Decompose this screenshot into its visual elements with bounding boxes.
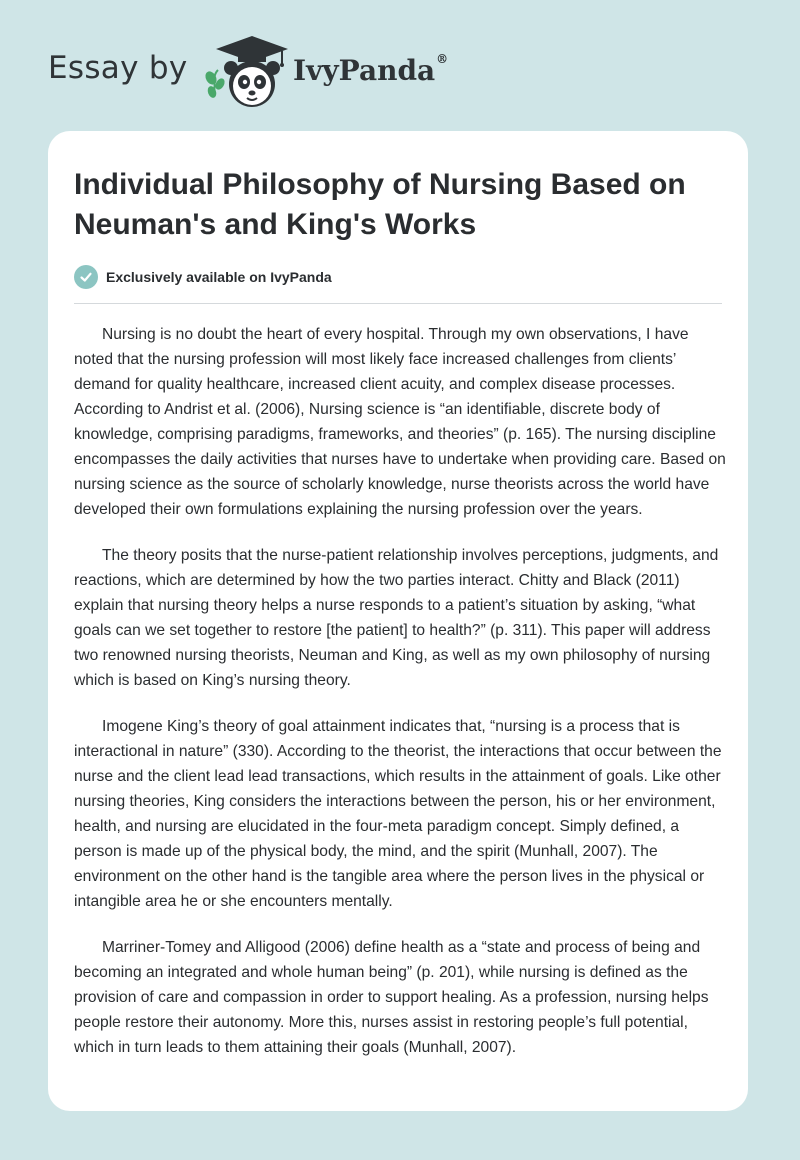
check-icon [74, 265, 98, 289]
essay-by-label: Essay by [48, 50, 188, 86]
divider [74, 303, 722, 304]
exclusive-label: Exclusively available on IvyPanda [106, 269, 332, 285]
article-body [74, 322, 726, 1081]
article-card [48, 131, 748, 1111]
brand-name[interactable]: IvyPanda® [293, 52, 449, 87]
panda-graduate-icon[interactable] [200, 32, 300, 112]
paragraph: Imogene King’s theory of goal attainment indicates that, “nursing is a process that is interactional in nature” (330). According to the theorist, the interactions that occur between the nurse and the client lead lead transactions, which results in the attainment of goals. Like other nursing theories, King considers the interactions between the person, his or her environment, health, and nursing are elucidated in the four-meta paradigm concept. Simply defined, a person is made up of the physical body, the mind, and the spirit (Munhall, 2007). The environment on the other hand is the tangible area where the person lives in the physical or intangible area he or she encounters mentally. [74, 718, 722, 910]
paragraph: Nursing is no doubt the heart of every hospital. Through my own observations, I have noted that the nursing profession will most likely face increased challenges from clients’ demand for quality healthcare, increased client acuity, and complex disease processes. According to Andrist et al. (2006), Nursing science is “an identifiable, discrete body of knowledge, comprising paradigms, frameworks, and theories” (p. 165). The nursing discipline encompasses the daily activities that nurses have to undertake when providing care. Based on nursing science as the source of scholarly knowledge, nurse theorists across the world have developed their own formulations explaining the nursing profession over the years. [74, 326, 726, 518]
site-header [48, 32, 548, 112]
paragraph: The theory posits that the nurse-patient relationship involves perceptions, judgments, and reactions, which are determined by how the two parties interact. Chitty and Black (2011) explain that nursing theory helps a nurse responds to a patient’s situation by asking, “what goals can we set together to restore [the patient] to health?” (p. 311). This paper will address two renowned nursing theorists, Neuman and King, as well as my own philosophy of nursing which is based on King’s nursing theory. [74, 547, 719, 689]
paragraph: Marriner-Tomey and Alligood (2006) define health as a “state and process of being and becoming an integrated and whole human being” (p. 201), while nursing is defined as the provision of care and compassion in order to support healing. As a profession, nursing helps people restore their autonomy. More this, nurses assist in restoring people’s full potential, which in turn leads to them attaining their goals (Munhall, 2007). [74, 939, 709, 1056]
article-title: Individual Philosophy of Nursing Based on Neuman's and King's Works [74, 168, 686, 241]
exclusive-badge [74, 264, 332, 290]
trademark-symbol: ® [436, 52, 449, 66]
